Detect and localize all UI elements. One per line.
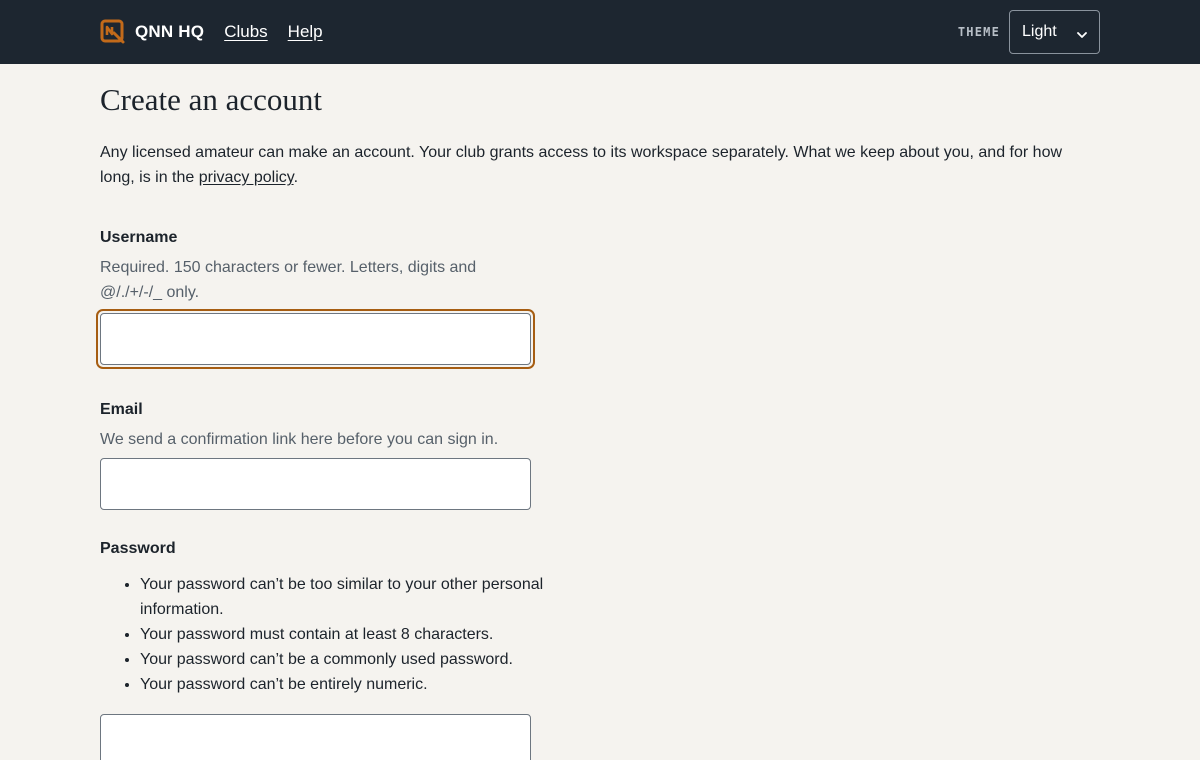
password-rule: • Your password can’t be entirely numeric. (140, 672, 570, 697)
brand-name: QNN HQ (135, 22, 205, 41)
password-label: Password (100, 540, 176, 557)
intro-text: Any licensed amateur can make an account. Your club grants access to its workspace separately. What we keep about you, and for how long, is in the (100, 144, 1063, 186)
username-help-text: Required. 150 characters or fewer. Letters, digits and @/./+/-/_ only. (100, 259, 477, 301)
password-rules-list (100, 572, 570, 697)
email-input[interactable] (100, 458, 531, 510)
intro-paragraph (100, 140, 1100, 190)
brand-home-link[interactable] (100, 19, 204, 45)
password-input[interactable] (100, 714, 531, 760)
email-field-group (100, 399, 1100, 510)
username-focus-ring (96, 309, 535, 369)
email-label: Email (100, 401, 143, 418)
page-title: Create an account (100, 82, 323, 117)
password-rule: • Your password can’t be a commonly used password. (140, 647, 570, 672)
nav-link-clubs[interactable]: Clubs (224, 22, 268, 41)
theme-select-value: Light (1022, 23, 1057, 40)
main-content (0, 82, 1200, 760)
password-rule: • Your password must contain at least 8 characters. (140, 622, 570, 647)
privacy-policy-link[interactable]: privacy policy (198, 169, 294, 186)
username-input[interactable] (100, 313, 531, 365)
nav-right (958, 10, 1100, 54)
signup-form (100, 227, 1100, 760)
top-navigation-bar (0, 0, 1200, 64)
password-field-group (100, 538, 1100, 760)
theme-label: THEME (957, 25, 1000, 39)
qnn-logo-icon (100, 19, 126, 45)
username-field-group (100, 227, 1100, 369)
theme-select[interactable] (1009, 10, 1100, 54)
nav-link-help[interactable]: Help (287, 22, 323, 41)
nav-left (100, 19, 323, 45)
chevron-down-icon (1077, 27, 1087, 37)
username-label: Username (100, 229, 178, 246)
password-rule: • Your password can’t be too similar to your other personal information. (140, 572, 570, 622)
email-help-text: We send a confirmation link here before you can sign in. (100, 431, 499, 448)
intro-end: . (293, 169, 299, 186)
